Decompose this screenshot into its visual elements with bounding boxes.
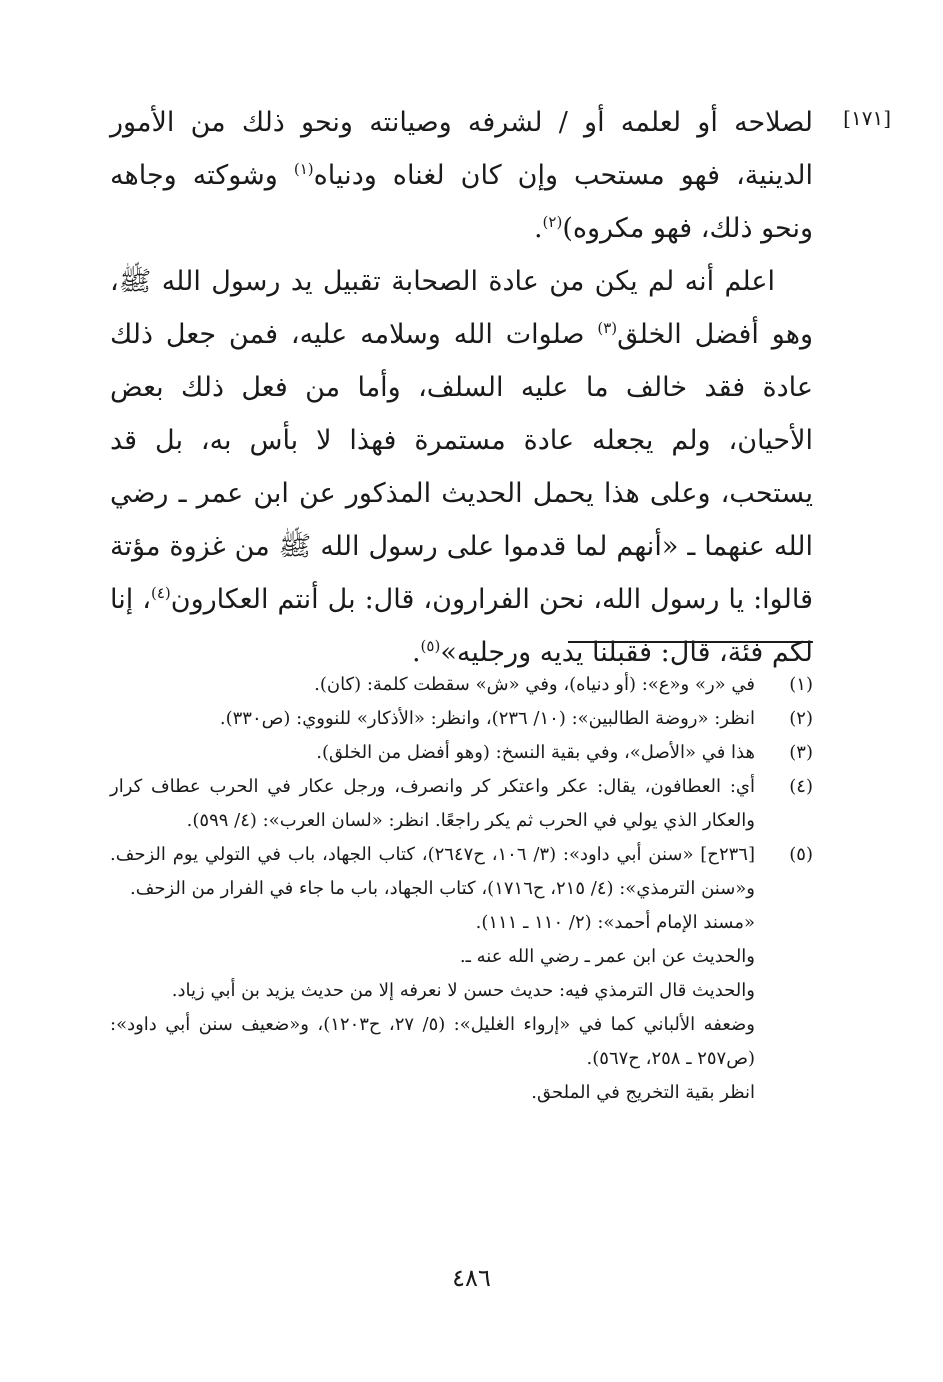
paragraph-2-text-c: ، إنا لكم فئة، قال: فقبلنا يديه ورجليه» — [110, 584, 813, 668]
footnote-text: وضعفه الألباني كما في «إرواء الغليل»: (٥/ ٢٧، ح١٢٠٣)، و«ضعيف سنن أبي داود»: (ص٢٥٧ ـ ٢٥٨، ح٥٦٧). — [110, 1014, 755, 1069]
footnote-ref-3[interactable]: (٣) — [597, 319, 618, 337]
footnote-text: هذا في «الأصل»، وفي بقية النسخ: (وهو أفضل من الخلق). — [316, 742, 755, 763]
footnote-number: (١) — [789, 674, 813, 695]
footnote-separator — [568, 641, 813, 643]
footnote-3 — [110, 736, 813, 770]
footnote-text: انظر بقية التخريج في الملحق. — [531, 1082, 755, 1103]
paragraph-1-text-c: . — [533, 213, 543, 244]
footnote-number: (٣) — [789, 742, 813, 763]
paragraph-1-text-b: وشوكته وجاهه ونحو ذلك، فهو مكروه) — [110, 160, 813, 244]
paragraph-2 — [110, 255, 813, 679]
footnote-2 — [110, 702, 813, 736]
footnote-4 — [110, 770, 813, 838]
paragraph-2-text-d: . — [411, 637, 421, 668]
footnote-ref-4[interactable]: (٤) — [150, 584, 171, 602]
footnotes — [110, 668, 813, 1110]
footnote-text: «مسند الإمام أحمد»: (٢/ ١١٠ ـ ١١١). — [475, 912, 755, 933]
footnote-ref-5[interactable]: (٥) — [420, 637, 441, 655]
footnote-number: (٢) — [789, 708, 813, 729]
paragraph-1 — [110, 96, 813, 255]
footnote-text: والحديث عن ابن عمر ـ رضي الله عنه ـ. — [459, 946, 755, 967]
footnote-text: أي: العطافون، يقال: عكر واعتكر كر وانصرف، ورجل عكار في الحرب عطاف كرار والعكار الذي يولي في الحرب ثم يكر راجعًا. انظر: «لسان العرب»: (٤/ ٥٩٩). — [110, 776, 755, 831]
footnote-number: (٥) — [789, 844, 813, 865]
footnote-text: في «ر» و«ع»: (أو دنياه)، وفي «ش» سقطت كلمة: (كان). — [314, 674, 755, 695]
footnote-text: انظر: «روضة الطالبين»: (١٠/ ٢٣٦)، وانظر: «الأذكار» للنووي: (ص٣٣٠). — [219, 708, 755, 729]
footnote-number: (٤) — [789, 776, 813, 797]
paragraph-1-text-a: لصلاحه أو لعلمه أو / لشرفه وصيانته ونحو ذلك من الأمور الدينية، فهو مستحب وإن كان لغناه ودنياه — [110, 107, 813, 191]
footnote-text: والحديث قال الترمذي فيه: حديث حسن لا نعرفه إلا من حديث يزيد بن أبي زياد. — [171, 980, 755, 1001]
footnote-5 — [110, 838, 813, 1110]
footnote-ref-2[interactable]: (٢) — [542, 213, 563, 231]
footnote-text: [٢٣٦ح] «سنن أبي داود»: (٣/ ١٠٦، ح٢٦٤٧)، كتاب الجهاد، باب في التولي يوم الزحف. و«سنن الترمذي»: (٤/ ٢١٥، ح١٧١٦)، كتاب الجهاد، باب ما جاء في الفرار من الزحف. — [110, 844, 755, 899]
manuscript-page-marker: [١٧١] — [843, 106, 891, 130]
footnote-ref-1[interactable]: (١) — [293, 160, 314, 178]
page-number: ٤٨٦ — [452, 1264, 491, 1292]
paragraph-2-text-a: اعلم أنه لم يكن من عادة الصحابة تقبيل يد رسول الله ﷺ، وهو أفضل الخلق — [110, 266, 813, 350]
footnote-1 — [110, 668, 813, 702]
paragraph-2-text-b: صلوات الله وسلامه عليه، فمن جعل ذلك عادة فقد خالف ما عليه السلف، وأما من فعل ذلك بعض الأحيان، ولم يجعله عادة مستمرة فهذا لا بأس به، بل قد يستحب، وعلى هذا يحمل الحديث المذكور عن ابن عمر ـ رضي الله عنهما ـ «أنهم لما قدموا على رسول الله ﷺ من غزوة مؤتة قالوا: يا رسول الله، نحن الفرارون، قال: بل أنتم العكارون — [110, 319, 813, 615]
main-text — [110, 96, 813, 679]
